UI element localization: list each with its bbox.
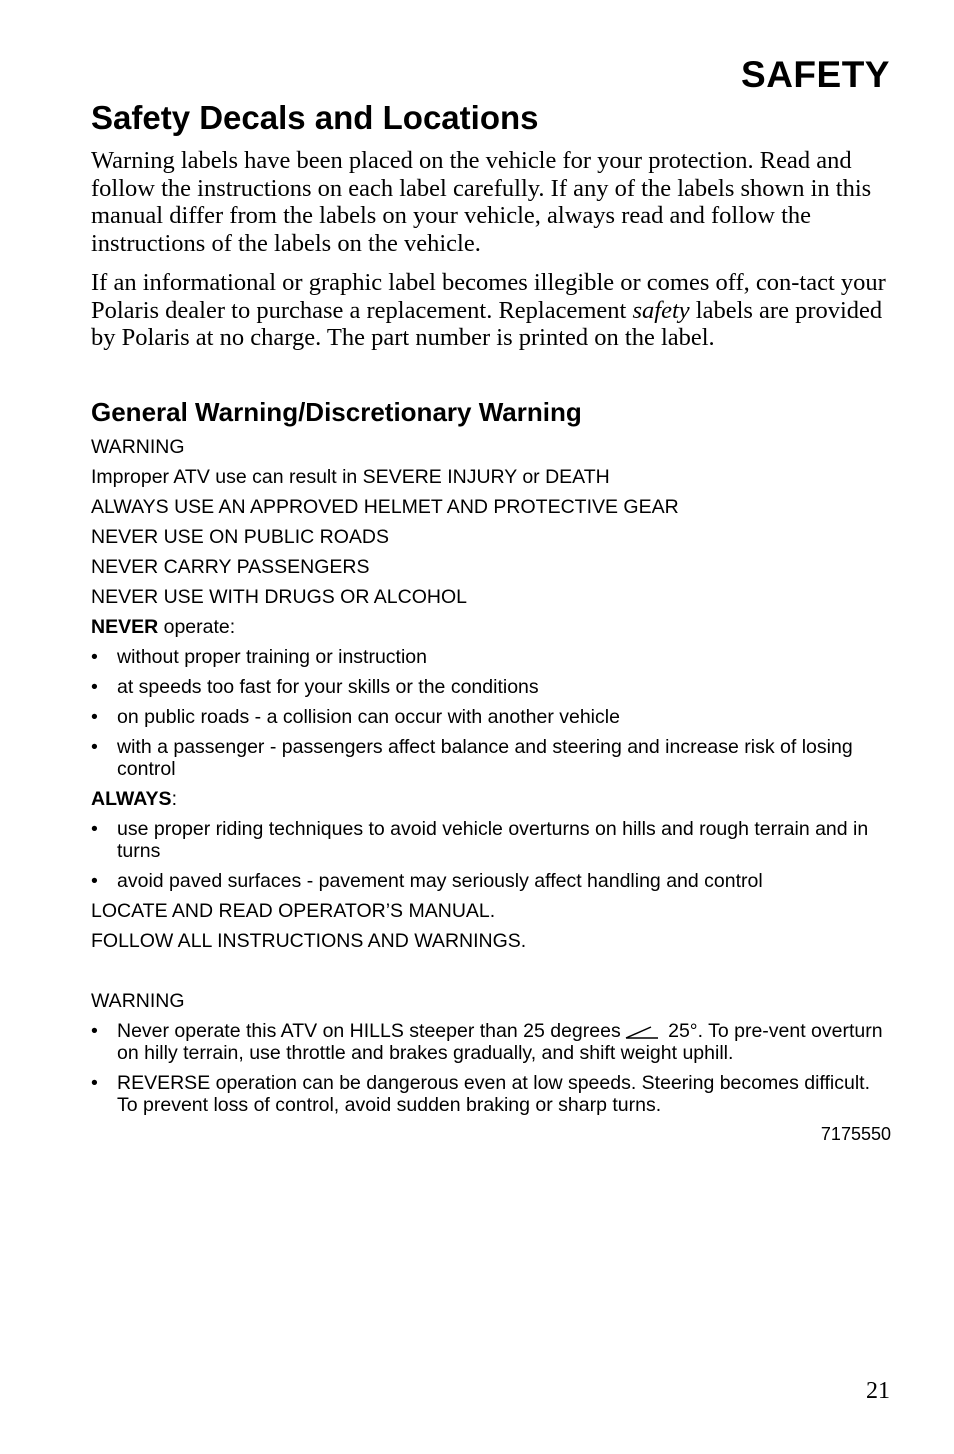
slope-angle-icon	[625, 1024, 659, 1040]
intro-p2-emphasis: safety	[632, 296, 690, 324]
bullet-icon: •	[91, 1072, 98, 1094]
never-rest: operate:	[158, 616, 236, 638]
follow-instructions-line: FOLLOW ALL INSTRUCTIONS AND WARNINGS.	[91, 930, 527, 952]
locate-manual-line: LOCATE AND READ OPERATOR’S MANUAL.	[91, 900, 496, 922]
list-item	[91, 870, 891, 892]
page-title: Safety Decals and Locations	[91, 99, 539, 136]
list-item-text: without proper training or instruction	[117, 646, 427, 668]
decal-line: NEVER CARRY PASSENGERS	[91, 556, 370, 578]
decal-text-block	[91, 436, 891, 1145]
section-header: SAFETY	[741, 54, 890, 95]
bullet-icon: •	[91, 870, 98, 892]
intro-paragraph-2	[91, 269, 891, 352]
decal-line: NEVER USE WITH DRUGS OR ALCOHOL	[91, 586, 467, 608]
list-item-text: use proper riding techniques to avoid vehicle overturns on hills and rough terrain and in turns	[117, 818, 869, 862]
list-item	[91, 1072, 891, 1116]
warning-label-1: WARNING	[91, 436, 185, 458]
bullet-icon: •	[91, 736, 98, 758]
bullet-icon: •	[91, 646, 98, 668]
bullet-icon: •	[91, 706, 98, 728]
list-item-text: REVERSE operation can be dangerous even at low speeds. Steering becomes difficult. To prevent loss of control, avoid sudden braking or sharp turns.	[117, 1072, 871, 1116]
decal-line: ALWAYS USE AN APPROVED HELMET AND PROTECTIVE GEAR	[91, 496, 679, 518]
always-rest: :	[171, 788, 177, 810]
list-item	[91, 676, 891, 698]
hill-text-b: 25°. To pre-vent overturn on hilly terrain, use throttle and brakes gradually, and shift weight uphill.	[117, 1020, 883, 1064]
list-item	[91, 1020, 891, 1064]
list-item-text: at speeds too fast for your skills or the conditions	[117, 676, 539, 698]
bullet-icon: •	[91, 676, 98, 698]
intro-paragraph-1: Warning labels have been placed on the vehicle for your protection. Read and follow the instructions on each label carefully. If any of the labels shown in this manual differ from the labels on your vehicle, always read and follow the instructions of the labels on the vehicle.	[91, 147, 872, 257]
list-item	[91, 818, 891, 862]
always-heading	[91, 788, 891, 810]
list-item-text: with a passenger - passengers affect balance and steering and increase risk of losing control	[117, 736, 853, 780]
list-item	[91, 646, 891, 668]
intro-p2-part-b: labels are provided by Polaris at no charge. The part number is printed on the label.	[91, 296, 883, 351]
hill-text-a: Never operate this ATV on HILLS steeper than 25 degrees	[117, 1020, 621, 1042]
never-bold: NEVER	[91, 616, 159, 638]
page-number: 21	[866, 1378, 890, 1404]
list-item-text: on public roads - a collision can occur with another vehicle	[117, 706, 620, 728]
section-subheading: General Warning/Discretionary Warning	[91, 397, 582, 427]
intro-p2-part-a: If an informational or graphic label becomes illegible or comes off, con-tact your Polaris dealer to purchase a replacement. Replacement	[91, 269, 886, 324]
list-item-text: avoid paved surfaces - pavement may seriously affect handling and control	[117, 870, 763, 892]
decal-line: Improper ATV use can result in SEVERE INJURY or DEATH	[91, 466, 610, 488]
never-operate-heading	[91, 616, 891, 638]
list-item	[91, 736, 891, 780]
decal-line: NEVER USE ON PUBLIC ROADS	[91, 526, 389, 548]
bullet-icon: •	[91, 1020, 98, 1042]
list-item	[91, 706, 891, 728]
always-bold: ALWAYS	[91, 788, 172, 810]
part-number: 7175550	[820, 1124, 891, 1144]
bullet-icon: •	[91, 818, 98, 840]
warning-label-2: WARNING	[91, 990, 185, 1012]
